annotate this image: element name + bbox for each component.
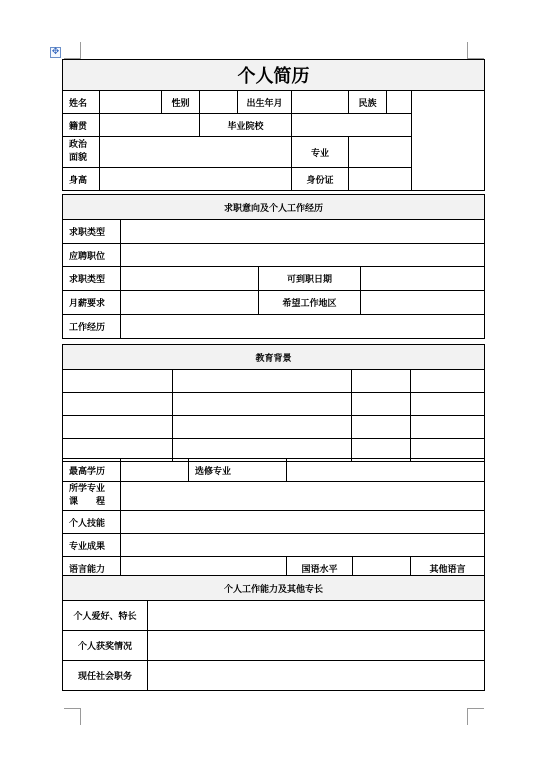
edu-cell[interactable] — [411, 393, 485, 416]
edu-cell[interactable] — [352, 370, 411, 393]
personal-skills-value[interactable] — [121, 511, 485, 534]
photo-cell[interactable] — [412, 91, 485, 191]
experience-label: 工作经历 — [63, 315, 121, 339]
position-value[interactable] — [121, 244, 485, 267]
crop-mark-bottom-right — [467, 708, 484, 725]
crop-mark-bottom-left — [64, 708, 81, 725]
crop-mark-top-right — [467, 42, 484, 59]
other-language-label-visible: 其他语言 — [411, 557, 485, 580]
birth-label: 出生年月 — [238, 91, 292, 114]
basic-info-table — [62, 59, 485, 191]
social-label: 现任社会职务 — [63, 661, 148, 691]
personal-skills-label: 个人技能 — [63, 511, 121, 534]
hobbies-label: 个人爱好、特长 — [63, 601, 148, 631]
location-value[interactable] — [361, 291, 485, 315]
edu-cell[interactable] — [411, 370, 485, 393]
height-label: 身高 — [63, 168, 100, 191]
available-date-value[interactable] — [361, 267, 485, 291]
job-section-title: 求职意向及个人工作经历 — [63, 195, 485, 220]
birth-value[interactable] — [292, 91, 349, 114]
edu-cell[interactable] — [411, 416, 485, 439]
ethnicity-value[interactable] — [387, 91, 412, 114]
name-label: 姓名 — [63, 91, 100, 114]
skills-table — [62, 458, 485, 580]
language-label: 语言能力 — [63, 557, 121, 580]
minor-value[interactable] — [287, 459, 485, 482]
position-label: 应聘职位 — [63, 244, 121, 267]
salary-value[interactable] — [121, 291, 259, 315]
salary-label: 月薪要求 — [63, 291, 121, 315]
minor-label: 选修专业 — [189, 459, 287, 482]
mandarin-label: 国语水平 — [287, 557, 353, 580]
politics-label — [63, 137, 100, 168]
courses-value[interactable] — [121, 482, 485, 511]
job-type-2-label: 求职类型 — [63, 267, 121, 291]
awards-label: 个人获奖情况 — [63, 631, 148, 661]
edu-cell[interactable] — [352, 416, 411, 439]
location-label: 希望工作地区 — [259, 291, 361, 315]
abilities-section-title: 个人工作能力及其他专长 — [63, 576, 485, 601]
achievements-label: 专业成果 — [63, 534, 121, 557]
ethnicity-label: 民族 — [349, 91, 387, 114]
gender-label: 性别 — [162, 91, 200, 114]
gender-value[interactable] — [200, 91, 238, 114]
politics-label-line-1: 政治 — [69, 140, 88, 150]
politics-label-line-2: 面貌 — [69, 153, 88, 163]
edu-cell[interactable] — [63, 393, 173, 416]
job-type-label: 求职类型 — [63, 220, 121, 244]
native-label: 籍贯 — [63, 114, 100, 137]
edu-cell[interactable] — [173, 370, 352, 393]
abilities-table — [62, 575, 485, 691]
courses-label-line-1: 所学专业 — [69, 484, 106, 494]
name-value[interactable] — [100, 91, 162, 114]
edu-cell[interactable] — [173, 393, 352, 416]
experience-value[interactable] — [121, 315, 485, 339]
degree-label: 最高学历 — [63, 459, 121, 482]
height-value[interactable] — [100, 168, 292, 191]
job-type-value[interactable] — [121, 220, 485, 244]
major-label: 专业 — [292, 137, 349, 168]
achievements-value[interactable] — [121, 534, 485, 557]
politics-value[interactable] — [100, 137, 292, 168]
id-value[interactable] — [349, 168, 412, 191]
job-intention-table — [62, 194, 485, 339]
education-section-title: 教育背景 — [63, 345, 485, 370]
job-type-2-value[interactable] — [121, 267, 259, 291]
edu-cell[interactable] — [63, 416, 173, 439]
edu-cell[interactable] — [173, 416, 352, 439]
education-table — [62, 344, 485, 462]
hobbies-value[interactable] — [148, 601, 485, 631]
major-value[interactable] — [349, 137, 412, 168]
edu-cell[interactable] — [63, 370, 173, 393]
degree-value[interactable] — [121, 459, 189, 482]
resume-title: 个人简历 — [63, 60, 485, 91]
id-label: 身份证 — [292, 168, 349, 191]
native-value[interactable] — [100, 114, 200, 137]
courses-label — [63, 482, 121, 511]
school-label: 毕业院校 — [200, 114, 292, 137]
edu-cell[interactable] — [352, 393, 411, 416]
school-value[interactable] — [292, 114, 412, 137]
crop-mark-top-left — [64, 42, 81, 59]
courses-label-line-2: 课 程 — [69, 497, 106, 507]
available-date-label: 可到职日期 — [259, 267, 361, 291]
social-value[interactable] — [148, 661, 485, 691]
awards-value[interactable] — [148, 631, 485, 661]
table-move-handle-icon[interactable]: ✥ — [51, 47, 60, 57]
